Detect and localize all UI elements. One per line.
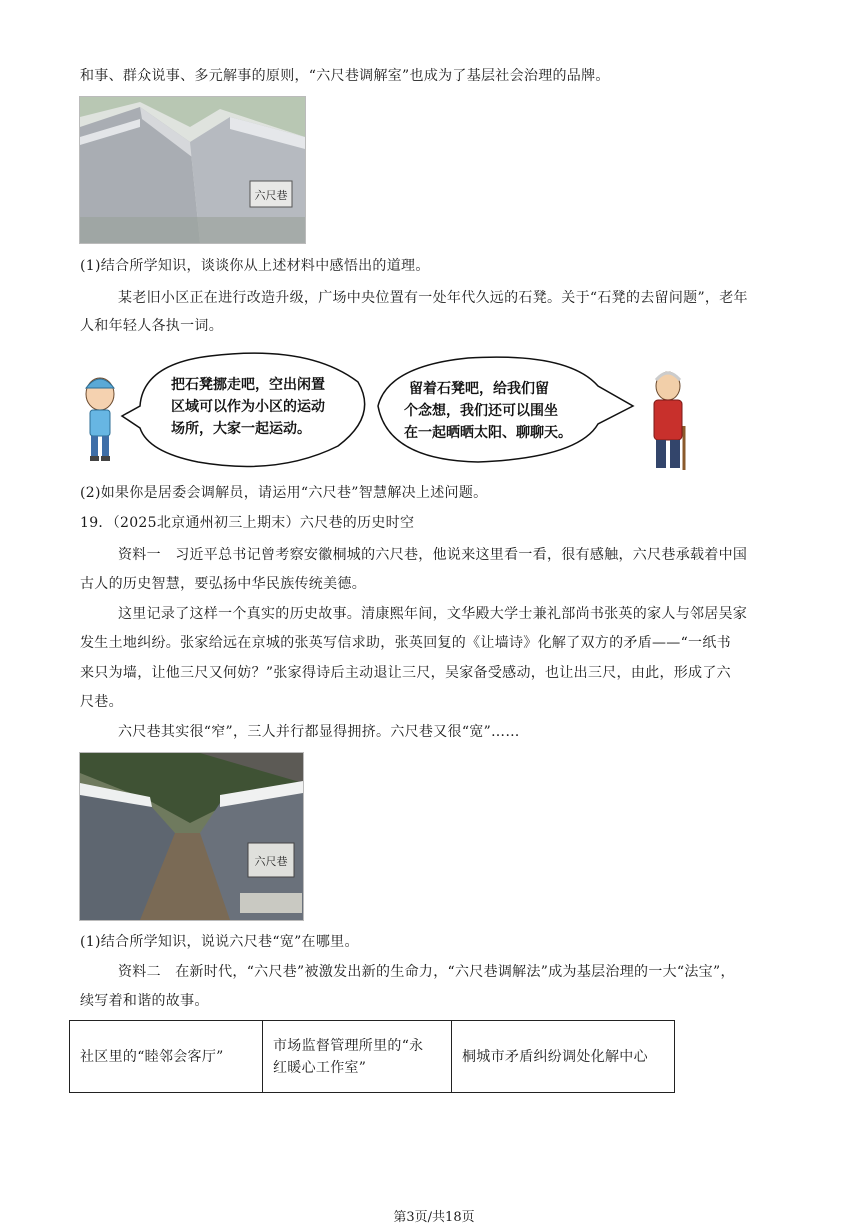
- text-line: 人和年轻人各执一词。: [80, 318, 223, 334]
- question-line: (1)结合所学知识，说说六尺巷“宽”在哪里。: [80, 934, 359, 950]
- options-table: [69, 1020, 675, 1093]
- young-bubble-line: 把石凳挪走吧，空出闲置: [171, 377, 325, 393]
- table-row: [70, 1021, 675, 1093]
- old-person-icon: [654, 372, 684, 470]
- alley-photo-illustration: [80, 753, 303, 920]
- text-line: 某老旧小区正在进行改造升级，广场中央位置有一处年代久远的石凳。关于“石凳的去留问题”，老年: [118, 290, 748, 306]
- old-bubble-line: 留着石凳吧，给我们留: [409, 381, 549, 397]
- young-bubble-line: 场所，大家一起运动。: [171, 421, 311, 437]
- page-footer: 第3页/共18页: [393, 1210, 475, 1225]
- question-line: (1)结合所学知识，谈谈你从上述材料中感悟出的道理。: [80, 258, 430, 274]
- text-line: 续写着和谐的故事。: [80, 993, 209, 1009]
- text-line: 古人的历史智慧，要弘扬中华民族传统美德。: [80, 576, 366, 592]
- text-line: 资料二 在新时代，“六尺巷”被激发出新的生命力，“六尺巷调解法”成为基层治理的一大“法宝”，: [118, 964, 735, 980]
- question-heading: 19．（2025北京通州初三上期末）六尺巷的历史时空: [80, 515, 415, 531]
- alley-painting-illustration: [80, 97, 305, 243]
- sign-text: 六尺巷: [254, 189, 288, 202]
- table-cell-line: 红暖心工作室”: [273, 1059, 367, 1076]
- table-cell: 社区里的“睦邻会客厅”: [70, 1021, 263, 1093]
- alley-painting-photo: [79, 96, 306, 244]
- young-bubble-line: 区域可以作为小区的运动: [171, 399, 325, 415]
- text-line: 来只为墙，让他三尺又何妨？”张家得诗后主动退让三尺，吴家备受感动，也让出三尺，由此，形成了六: [80, 665, 731, 681]
- text-line: 资料一 习近平总书记曾考察安徽桐城的六尺巷，他说来这里看一看，很有感触，六尺巷承载着中国: [118, 547, 748, 563]
- table-cell-line: 市场监督管理所里的“永: [273, 1037, 424, 1054]
- text-line: 这里记录了这样一个真实的历史故事。清康熙年间，文华殿大学士兼礼部尚书张英的家人与邻居吴家: [118, 606, 748, 622]
- old-bubble-line: 个念想，我们还可以围坐: [404, 403, 558, 419]
- text-line: 六尺巷其实很“窄”，三人并行都显得拥挤。六尺巷又很“宽”……: [118, 724, 520, 740]
- text-line: 发生土地纠纷。张家给远在京城的张英写信求助，张英回复的《让墙诗》化解了双方的矛盾——“一纸书: [80, 635, 731, 651]
- table-cell: 桐城市矛盾纠纷调处化解中心: [452, 1021, 675, 1093]
- sign-text: 六尺巷: [254, 855, 288, 868]
- young-person-icon: [86, 378, 114, 461]
- old-bubble-line: 在一起晒晒太阳、聊聊天。: [404, 425, 572, 441]
- question-line: (2)如果你是居委会调解员，请运用“六尺巷”智慧解决上述问题。: [80, 485, 488, 501]
- alley-photo: [79, 752, 304, 921]
- table-cell: [263, 1021, 452, 1093]
- text-line: 尺巷。: [80, 694, 123, 710]
- text-line: 和事、群众说事、多元解事的原则，“六尺巷调解室”也成为了基层社会治理的品牌。: [80, 68, 610, 84]
